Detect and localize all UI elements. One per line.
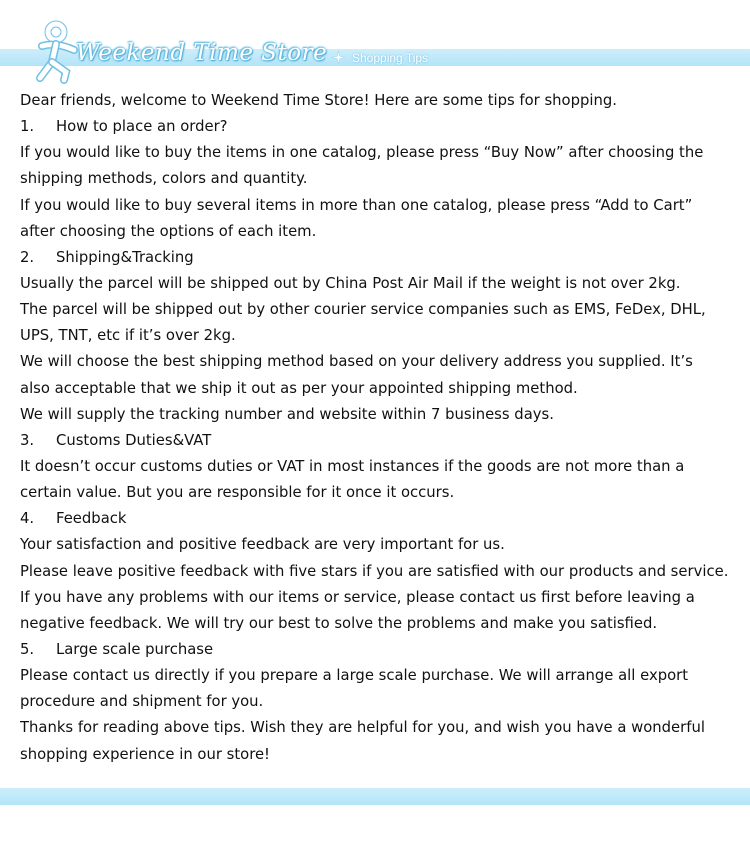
text-line: We will choose the best shipping method based on your delivery address you supplied. It’s [20, 353, 693, 371]
text-line: also acceptable that we ship it out as per your appointed shipping method. [20, 379, 578, 397]
store-logo-text: Weekend Time Store [76, 40, 328, 66]
text-line: shipping methods, colors and quantity. [20, 170, 308, 188]
section-number: 3. [20, 431, 35, 449]
text-line: procedure and shipment for you. [20, 693, 264, 711]
section-title: Shipping&Tracking [56, 248, 194, 266]
section-heading [20, 637, 745, 663]
text-line: We will supply the tracking number and website within 7 business days. [20, 405, 554, 423]
section-number: 4. [20, 510, 35, 528]
section-heading [20, 114, 745, 140]
text-line: If you would like to buy the items in one catalog, please press “Buy Now” after choosing the [20, 144, 704, 162]
section-number: 5. [20, 640, 35, 658]
text-line: Please leave positive feedback with five stars if you are satisfied with our products and service. [20, 562, 729, 580]
shopping-tips-content [20, 88, 745, 768]
text-line: If you have any problems with our items or service, please contact us first before leaving a [20, 588, 695, 606]
section-title: Customs Duties&VAT [56, 431, 212, 449]
text-line: The parcel will be shipped out by other courier service companies such as EMS, FeDex, DHL, [20, 301, 706, 319]
text-line: Your satisfaction and positive feedback are very important for us. [20, 536, 505, 554]
shopping-tips-tab [332, 49, 428, 66]
section-heading [20, 506, 745, 532]
section-heading [20, 245, 745, 271]
text-line: Usually the parcel will be shipped out by China Post Air Mail if the weight is not over 2kg. [20, 274, 681, 292]
footer-bar [0, 788, 750, 805]
text-line: It doesn’t occur customs duties or VAT in most instances if the goods are not more than a [20, 457, 685, 475]
section-heading [20, 428, 745, 454]
text-line: Please contact us directly if you prepare a large scale purchase. We will arrange all export [20, 667, 689, 685]
text-line: negative feedback. We will try our best to solve the problems and make you satisfied. [20, 614, 658, 632]
text-line: shopping experience in our store! [20, 745, 270, 763]
shopping-tips-label: Shopping Tips [352, 50, 429, 65]
section-title: How to place an order? [56, 118, 228, 136]
section-title: Feedback [56, 510, 127, 528]
text-line: Dear friends, welcome to Weekend Time Store! Here are some tips for shopping. [20, 92, 617, 109]
text-line: Thanks for reading above tips. Wish they are helpful for you, and wish you have a wonderful [20, 719, 705, 737]
text-line: after choosing the options of each item. [20, 222, 317, 240]
text-line: certain value. But you are responsible for it once it occurs. [20, 484, 455, 502]
text-line: If you would like to buy several items in more than one catalog, please press “Add to Cart” [20, 196, 693, 214]
section-number: 2. [20, 248, 35, 266]
section-number: 1. [20, 118, 35, 136]
section-title: Large scale purchase [56, 640, 214, 658]
text-line: UPS, TNT, etc if it’s over 2kg. [20, 327, 236, 345]
sparkle-icon [332, 51, 345, 64]
store-header [0, 0, 750, 95]
